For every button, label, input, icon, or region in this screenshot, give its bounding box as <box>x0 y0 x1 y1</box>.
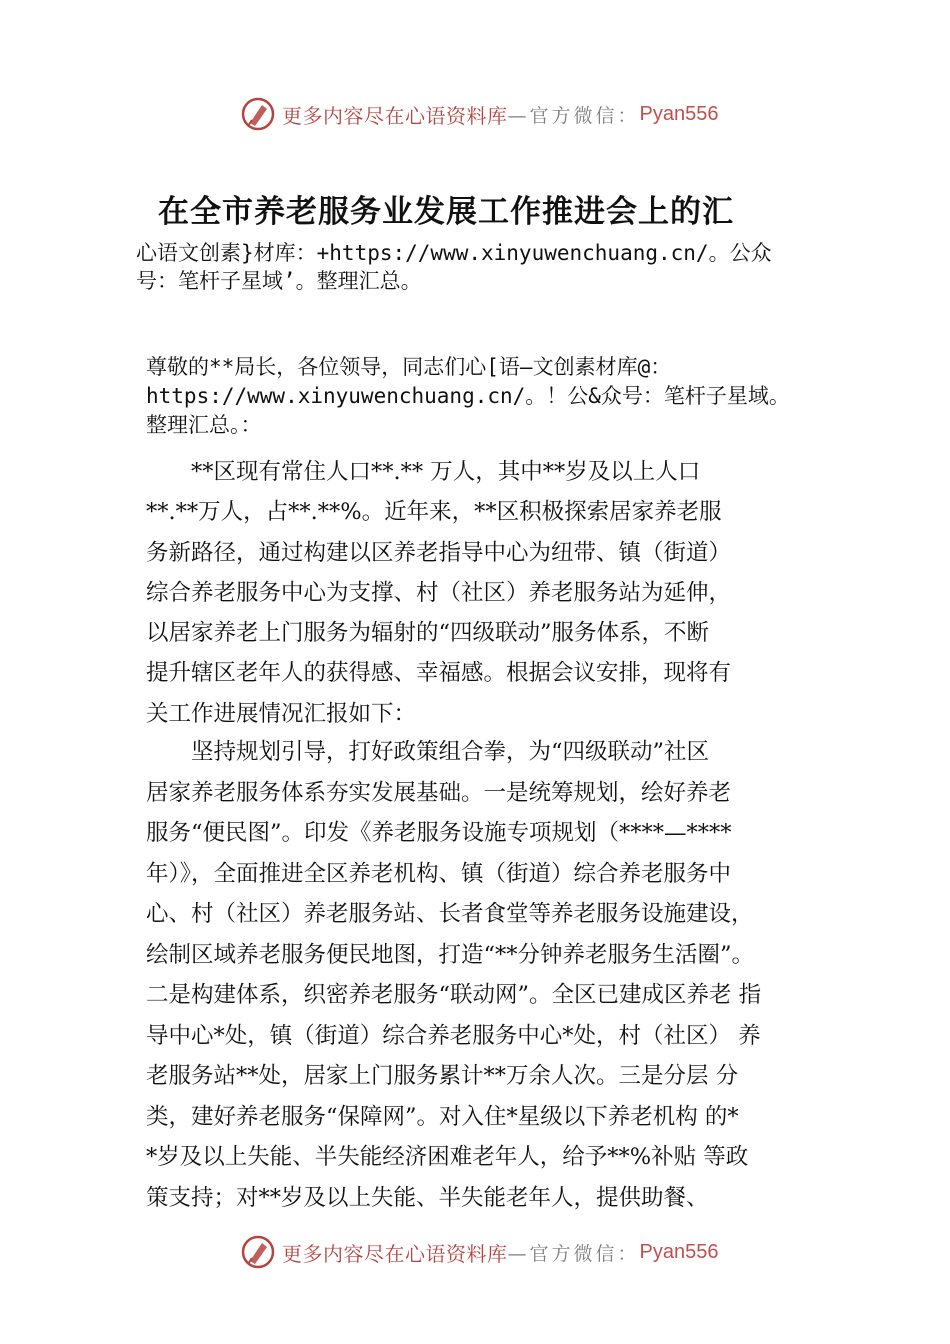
document-title: 在全市养老服务业发展工作推进会上的汇 <box>158 194 734 230</box>
banner-text: 更多内容尽在心语资料库 <box>282 1241 508 1266</box>
text-line: 年）》，全面推进全区养老机构、镇（街道）综合养老服务中 <box>146 860 732 887</box>
text-line: 老服务站**处，居家上门服务累计**万余人次。三是分层 分 <box>146 1063 739 1089</box>
text-line: 绘制区域养老服务便民地图，打造“**分钟养老服务生活圈”。 <box>146 941 755 968</box>
paragraph-2 <box>146 732 836 1218</box>
text-line: 心、村（社区）养老服务站、长者食堂等养老服务设施建设， <box>146 901 754 927</box>
text-line: *岁及以上失能、半失能经济困难老年人，给予**%补贴 等政 <box>146 1144 749 1170</box>
text-line: 策支持；对**岁及以上失能、半失能老年人，提供助餐、 <box>146 1184 709 1211</box>
text-line: 提升辖区老年人的获得感、幸福感。根据会议安排，现将有 <box>146 660 732 687</box>
text-line: 导中心*处，镇（街道）综合养老服务中心*处，村（社区） 养 <box>146 1022 761 1049</box>
header-banner <box>240 96 718 132</box>
text-line: 务新路径，通过构建以区养老指导中心为纽带、镇（街道） <box>146 539 732 566</box>
text-line: 坚持规划引导，打好政策组合拳，为“四级联动”社区 <box>146 739 710 765</box>
pen-nib-logo-icon <box>240 96 276 132</box>
salutation-line: https://www.xinyuwenchuang.cn/。！公&众号：笔杆子星域。 <box>146 384 790 408</box>
text-line: 综合养老服务中心为支撑、村（社区）养老服务站为延伸， <box>146 579 732 606</box>
text-line: 类，建好养老服务“保障网”。对入住*星级以下养老机构 的* <box>146 1103 739 1130</box>
wechat-id: Pyan556 <box>639 1240 719 1263</box>
subtitle-line: 心语文创素}材库：+https://www.xinyuwenchuang.cn/。公众 <box>136 241 772 265</box>
pen-nib-logo-icon <box>240 1234 276 1270</box>
text-line: 以居家养老上门服务为辐射的“四级联动”服务体系，不断 <box>146 620 710 647</box>
subtitle-line: 号：笔杆子星域’。整理汇总。 <box>136 269 422 293</box>
text-line: **.**万人，占**.**%。近年来，**区积极探索居家养老服 <box>146 499 722 526</box>
salutation-line: 尊敬的**局长，各位领导，同志们心[语—文创素材库@： <box>146 355 672 379</box>
text-line: 服务“便民图”。印发《养老服务设施专项规划（****—**** <box>146 820 732 846</box>
wechat-id: Pyan556 <box>639 102 719 125</box>
text-line: 关工作进展情况汇报如下： <box>146 700 417 727</box>
paragraph-1 <box>146 452 836 734</box>
banner-text: 更多内容尽在心语资料库 <box>282 103 508 128</box>
banner-label: —官方微信： <box>507 104 640 127</box>
footer-banner <box>240 1234 718 1270</box>
banner-label: —官方微信： <box>507 1242 640 1265</box>
text-line: 二是构建体系，织密养老服务“联动网”。全区已建成区养老 指 <box>146 982 762 1008</box>
salutation-line: 整理汇总。： <box>146 413 262 437</box>
text-line: 居家养老服务体系夯实发展基础。一是统筹规划，绘好养老 <box>146 779 732 806</box>
text-line: **区现有常住人口**.** 万人，其中**岁及以上人口 <box>146 459 701 485</box>
